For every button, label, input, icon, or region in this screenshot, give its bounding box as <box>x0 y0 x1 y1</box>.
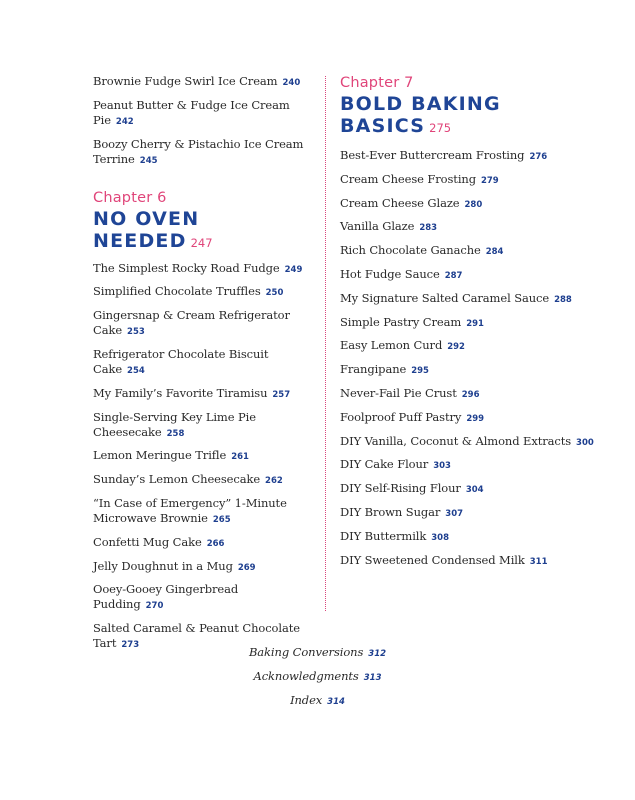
toc-entry[interactable]: Best-Ever Buttercream Frosting 276 <box>340 148 548 162</box>
toc-entry[interactable]: “In Case of Emergency” 1-Minute Microwave Brownie 265 <box>93 495 287 525</box>
page-number: 270 <box>145 601 164 612</box>
page-number: 288 <box>554 294 572 305</box>
page-number: 257 <box>272 389 291 400</box>
page-number: 245 <box>139 155 158 166</box>
toc-entry[interactable]: DIY Vanilla, Coconut & Almond Extracts 300 <box>340 433 594 448</box>
page-number: 295 <box>411 366 429 377</box>
page-number: 266 <box>206 538 225 549</box>
page-number: 280 <box>464 199 483 210</box>
toc-entry[interactable]: Simplified Chocolate Truffles 250 <box>93 284 284 299</box>
toc-entry[interactable]: Cream Cheese Frosting 279 <box>340 171 499 186</box>
page-number: 261 <box>231 452 249 463</box>
toc-entry[interactable]: DIY Buttermilk 308 <box>340 528 449 543</box>
chapter-7-heading[interactable] <box>340 74 595 139</box>
toc-entry[interactable]: DIY Brown Sugar 307 <box>340 504 464 519</box>
toc-entry[interactable]: Rich Chocolate Ganache 284 <box>340 243 504 258</box>
page-number: 284 <box>485 247 504 258</box>
toc-entry-index[interactable]: Index 314 <box>290 693 345 707</box>
chapter-title: NO OVEN NEEDED 247 <box>93 207 213 252</box>
toc-entry[interactable]: DIY Sweetened Condensed Milk 311 <box>340 552 548 567</box>
toc-entry[interactable]: Frangipane 295 <box>340 362 429 377</box>
back-matter <box>0 645 635 717</box>
toc-entry[interactable]: Gingersnap & Cream Refrigerator Cake 253 <box>93 308 290 338</box>
toc-entry[interactable]: Peanut Butter & Fudge Ice Cream Pie 242 <box>93 97 290 127</box>
entry-list-chapter-6 <box>93 261 308 654</box>
page-number: 269 <box>237 562 256 573</box>
toc-entry[interactable]: The Simplest Rocky Road Fudge 249 <box>93 260 303 275</box>
page-number: 254 <box>127 365 145 376</box>
column-divider <box>325 76 326 611</box>
page-number: 304 <box>465 485 484 496</box>
toc-entry[interactable]: Salted Caramel & Peanut Chocolate Tart 273 <box>93 621 300 651</box>
toc-entry[interactable]: Jelly Doughnut in a Mug 269 <box>93 558 256 573</box>
page-number: 314 <box>327 697 345 707</box>
page-number: 292 <box>447 342 465 353</box>
entry-list-top <box>93 74 308 169</box>
toc-entry[interactable]: My Family’s Favorite Tiramisu 257 <box>93 385 291 400</box>
page-number: 307 <box>445 508 464 519</box>
toc-entry[interactable]: Confetti Mug Cake 266 <box>93 534 225 549</box>
toc-entry-baking-conversions[interactable]: Baking Conversions 312 <box>248 645 387 659</box>
chapter-label: Chapter 7 <box>340 75 414 91</box>
chapter-page-number: 275 <box>429 121 452 135</box>
page-number: 291 <box>466 318 484 329</box>
page-number: 250 <box>265 288 284 299</box>
toc-entry[interactable]: Sunday’s Lemon Cheesecake 262 <box>93 472 283 487</box>
left-column <box>93 74 308 660</box>
page-number: 300 <box>576 437 594 448</box>
page-number: 299 <box>466 413 485 424</box>
toc-entry[interactable]: Brownie Fudge Swirl Ice Cream 240 <box>93 74 301 88</box>
toc-entry[interactable]: Never-Fail Pie Crust 296 <box>340 385 480 400</box>
toc-entry[interactable]: Ooey-Gooey Gingerbread Pudding 270 <box>93 582 239 612</box>
page-number: 258 <box>166 428 185 439</box>
chapter-label: Chapter 6 <box>93 189 167 206</box>
page-number: 249 <box>284 264 303 275</box>
toc-entry[interactable]: Foolproof Puff Pastry 299 <box>340 409 485 424</box>
page-number: 242 <box>115 116 134 127</box>
toc-entry[interactable]: Simple Pastry Cream 291 <box>340 314 484 329</box>
page-number: 311 <box>529 556 548 567</box>
page-number: 308 <box>431 532 449 543</box>
toc-entry[interactable]: Refrigerator Chocolate Biscuit Cake 254 <box>93 346 269 376</box>
toc-entry[interactable]: DIY Self-Rising Flour 304 <box>340 481 484 496</box>
toc-entry[interactable]: My Signature Salted Caramel Sauce 288 <box>340 290 572 305</box>
toc-entry-acknowledgments[interactable]: Acknowledgments 313 <box>253 669 382 683</box>
chapter-page-number: 247 <box>190 235 213 250</box>
page-number: 262 <box>265 476 283 487</box>
toc-entry[interactable]: Lemon Meringue Trifle 261 <box>93 448 249 463</box>
page-number: 279 <box>480 175 499 186</box>
page-number: 240 <box>282 78 301 88</box>
right-column <box>340 74 595 576</box>
page-number: 296 <box>461 389 480 400</box>
toc-entry[interactable]: Easy Lemon Curd 292 <box>340 338 465 353</box>
chapter-6-heading[interactable] <box>93 189 308 254</box>
page-number: 312 <box>368 649 387 659</box>
page-number: 283 <box>419 223 438 234</box>
page-number: 303 <box>433 461 451 472</box>
page-number: 276 <box>529 152 548 162</box>
toc-entry[interactable]: Single-Serving Key Lime Pie Cheesecake 258 <box>93 409 256 439</box>
toc-entry[interactable]: Hot Fudge Sauce 287 <box>340 266 463 281</box>
toc-entry[interactable]: Boozy Cherry & Pistachio Ice Cream Terrine 245 <box>93 136 304 166</box>
toc-entry[interactable]: Cream Cheese Glaze 280 <box>340 195 483 210</box>
page-number: 313 <box>363 673 382 683</box>
toc-entry[interactable]: DIY Cake Flour 303 <box>340 457 451 472</box>
chapter-title: BOLD BAKING BASICS 275 <box>340 93 501 137</box>
toc-entry[interactable]: Vanilla Glaze 283 <box>340 219 438 234</box>
page-number: 273 <box>121 640 140 651</box>
page-number: 265 <box>212 514 231 525</box>
page-number: 253 <box>127 327 145 338</box>
entry-list-chapter-7 <box>340 148 595 570</box>
page-number: 287 <box>444 270 463 281</box>
